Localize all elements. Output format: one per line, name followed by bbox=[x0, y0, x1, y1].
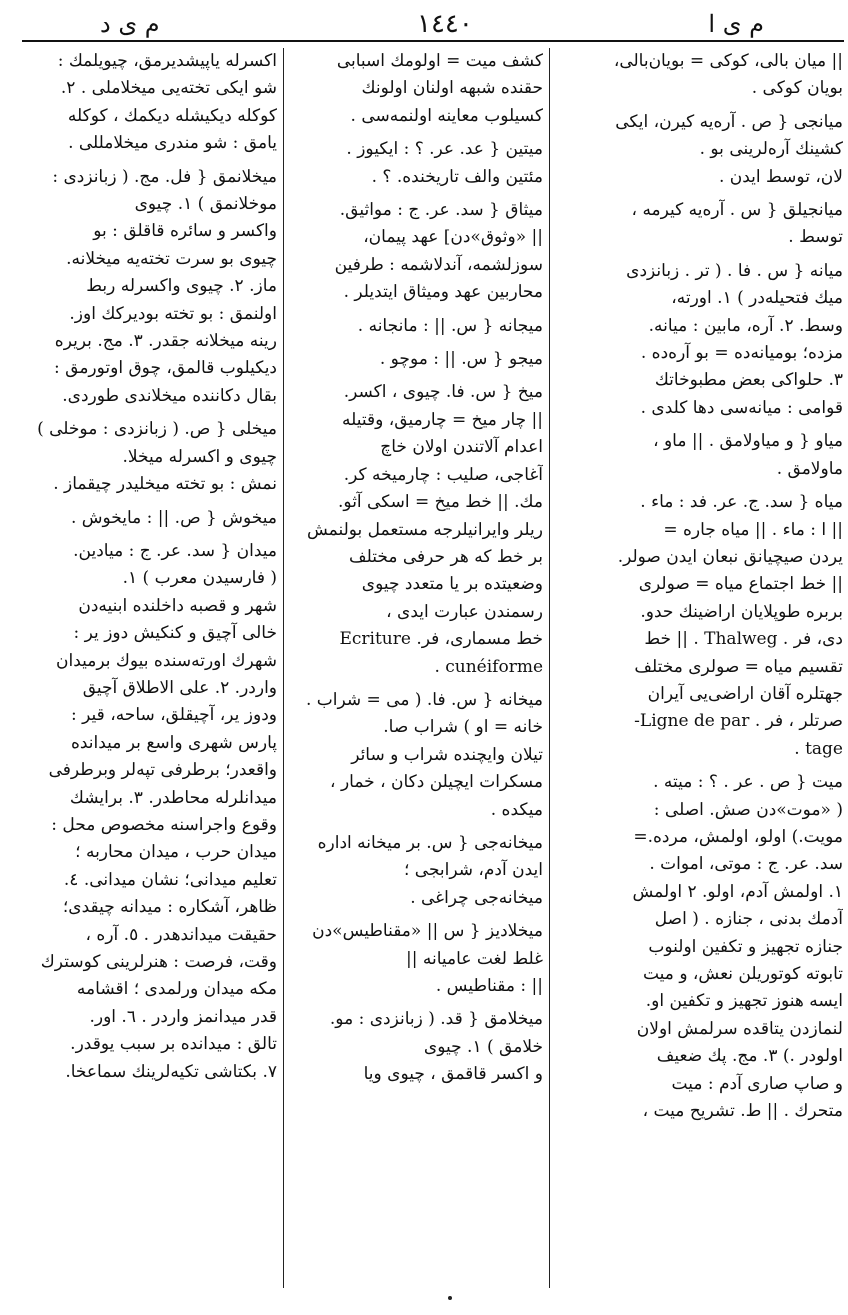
entry-line: cunéiforme . bbox=[434, 656, 543, 677]
entry-line: وقت، فرصت : هنرلرينى كوسترك bbox=[40, 952, 277, 972]
entry-line: موخلانمق ) ١. چيوى bbox=[134, 194, 277, 215]
entry-line: مك. || خط ميخ = اسكى آثو. bbox=[338, 492, 543, 513]
entry-line: ميخلاديز { س || «مقناطيس»دن bbox=[312, 921, 543, 942]
dictionary-entry bbox=[22, 416, 277, 498]
column-divider bbox=[549, 48, 550, 1288]
entry-line: كوكله ديكيشله ديكمك ، كوكله bbox=[67, 105, 277, 126]
column-right bbox=[556, 48, 843, 1288]
header-rule bbox=[22, 40, 844, 42]
entry-line: رسمندن عبارت ايدى ، bbox=[386, 601, 543, 622]
entry-line: مسكرات ايچيلن دكان ، خمار ، bbox=[330, 772, 543, 793]
column-left bbox=[22, 48, 277, 1288]
entry-line: ( «موت»دن صش. اصلى : bbox=[653, 799, 843, 820]
entry-line: ايدن آدم، شرابجى ؛ bbox=[403, 860, 543, 881]
entry-line: || ا : ماء . || مياه جاره = bbox=[663, 519, 843, 540]
entry-line: لان، توسط ايدن . bbox=[718, 166, 843, 187]
dictionary-entry bbox=[289, 1006, 543, 1088]
entry-line: ميدان { سد. عر. ج : ميادين. bbox=[73, 540, 277, 561]
entry-line: لنمازدن يتاقده سرلمش اولان bbox=[636, 1018, 843, 1039]
entry-line: ريلر وايرانيلرجه مستعمل بولنمش bbox=[306, 519, 543, 540]
header-guide-word-right: م ى ا bbox=[708, 10, 764, 38]
header-guide-word-left: م ى د bbox=[100, 10, 160, 38]
entry-line: ميخانه { س. فا. ( مى = شراب . bbox=[305, 689, 543, 710]
entry-line: ميت { ص . عر . ؟ : ميته . bbox=[653, 772, 843, 793]
dictionary-entry bbox=[556, 197, 843, 252]
entry-line: اعدام آلاتندن اولان خاچ bbox=[380, 437, 543, 458]
entry-line: خالى آچيق و كنكيش دوز ير : bbox=[73, 623, 277, 644]
dictionary-entry bbox=[289, 346, 543, 373]
entry-line: ميكده . bbox=[490, 799, 543, 820]
entry-line: خلامق ) ١. چيوى bbox=[423, 1036, 543, 1057]
entry-line: شو ايكى تخته‌يى ميخلاملى . ٢. bbox=[60, 78, 277, 99]
entry-line: ماز. ٢. چيوى واكسرله ربط bbox=[86, 276, 277, 297]
entry-line: ميانجى { ص . آره‌يه كيرن، ايكى bbox=[615, 111, 843, 132]
entry-line: تقسيم مياه = صولرى مختلف bbox=[634, 656, 843, 677]
entry-line: قوامى : ميانه‌سى دها كلدى . bbox=[640, 397, 843, 418]
entry-line: حقنده شبهه اولنان اولونك bbox=[361, 78, 543, 99]
entry-line: وسط. ٢. آره، مابين : ميانه. bbox=[648, 315, 843, 336]
entry-line: تيلان وايچنده شراب و سائر bbox=[351, 744, 543, 765]
entry-line: ٣. حلواكى بعض مطبوخاتك bbox=[654, 370, 843, 391]
entry-line: مياه { سد. ج. عر. فد : ماء . bbox=[640, 492, 843, 513]
entry-line: اكسرله ياپيشديرمق، چيويلمك : bbox=[57, 51, 277, 71]
entry-line: حقيقت ميداندهدر . ٥. آره ، bbox=[85, 924, 277, 945]
entry-line: وضعيتده بر يا متعدد چيوى bbox=[361, 574, 543, 595]
entry-line: ميدان حرب ، ميدان محاربه ؛ bbox=[75, 842, 277, 863]
entry-line: آدمك بدنى ، جنازه . ( اصل bbox=[654, 909, 843, 930]
entry-line: ماولامق . bbox=[776, 458, 843, 479]
entry-line: ميدانلرله محاطدر. ٣. برايشك bbox=[69, 787, 277, 808]
entry-line: ايسه هنوز تجهيز و تكفين او. bbox=[645, 991, 843, 1012]
entry-line: ميجو { س. || : موچو . bbox=[379, 349, 543, 370]
page-header bbox=[22, 4, 842, 42]
entry-line: ميخلى { ص. ( زبانزدى : موخلى ) bbox=[37, 419, 277, 440]
entry-line: ميانه { س . فا . ( تر . زبانزدى bbox=[626, 260, 843, 281]
entry-line: وقوع واجراسنه مخصوص محل : bbox=[51, 814, 277, 835]
footer-mark bbox=[448, 1296, 452, 1300]
entry-line: مكه ميدان ورلمدى ؛ اقشامه bbox=[76, 979, 277, 1000]
entry-line: تالق : ميدانده بر سبب يوقدر. bbox=[70, 1034, 277, 1055]
entry-line: رينه ميخلانه جقدر. ٣. مج. بريره bbox=[54, 331, 277, 352]
entry-line: نمش : بو تخته ميخليدر چيقماز . bbox=[53, 474, 277, 495]
entry-line: ميجانه { س. || : مانجانه . bbox=[357, 315, 543, 336]
entry-line: مئتين والف تاريخنده. ؟ . bbox=[371, 166, 543, 187]
entry-line: مياو { و مياولامق . || ماو ، bbox=[653, 431, 843, 452]
entry-line: تعليم ميدانى؛ نشان ميدانى. ٤. bbox=[63, 869, 277, 890]
entry-line: تابوته كوتوريلن نعش، و ميت bbox=[642, 964, 843, 984]
entry-line: كشينك آره‌لرينى بو . bbox=[699, 139, 843, 160]
entry-line: خط مسمارى، فر. Ecriture bbox=[339, 629, 543, 650]
column-divider bbox=[283, 48, 284, 1288]
entry-line: بويان كوكى . bbox=[751, 78, 843, 99]
dictionary-entry bbox=[289, 136, 543, 191]
entry-line: واردر. ٢. على الاطلاق آچيق bbox=[82, 677, 277, 698]
entry-line: ميخانه‌جى چراغى . bbox=[410, 887, 543, 908]
dictionary-entry bbox=[556, 489, 843, 763]
entry-line: ميانجيلق { س . آره‌يه كيرمه ، bbox=[631, 200, 843, 221]
entry-line: متحرك . || ط. تشريح ميت ، bbox=[642, 1101, 843, 1122]
page-number: ١٤٤٠ bbox=[417, 9, 473, 39]
dictionary-entry bbox=[556, 48, 843, 103]
dictionary-entry bbox=[22, 538, 277, 1086]
dictionary-entry bbox=[289, 918, 543, 1000]
entry-line: ميخوش { ص. || : مايخوش . bbox=[70, 507, 277, 528]
dictionary-entry bbox=[289, 197, 543, 307]
entry-line: دى، فر . Thalweg . || خط bbox=[644, 629, 843, 650]
entry-line: يامق : شو مندرى ميخلامللى . bbox=[68, 133, 277, 154]
entry-line: سد. عر. ج : موتى، اموات . bbox=[649, 854, 843, 875]
entry-line: پارس شهرى واسع بر ميدانده bbox=[70, 732, 277, 753]
dictionary-entry bbox=[289, 379, 543, 680]
entry-line: خانه = او ) شراب صا. bbox=[383, 717, 543, 738]
entry-line: || خط اجتماع مياه = صولرى bbox=[638, 574, 843, 595]
entry-line: شهرك اورته‌سنده بيوك برميدان bbox=[55, 650, 277, 671]
entry-line: ٧. بكتاشى تكيه‌لرينك سماعخا. bbox=[65, 1061, 277, 1082]
entry-line: غلط لغت عاميانه || bbox=[406, 948, 543, 969]
entry-line: ميخانه‌جى { س. بر ميخانه اداره bbox=[317, 832, 543, 853]
dictionary-entry bbox=[289, 48, 543, 130]
entry-line: چيوى و اكسرله ميخلا. bbox=[122, 446, 277, 467]
entry-line: || : مقناطيس . bbox=[435, 976, 543, 996]
dictionary-entry bbox=[556, 428, 843, 483]
entry-line: صرتلر ، فر . Ligne de par- bbox=[634, 711, 843, 732]
entry-line: ظاهر، آشكاره : ميدانه چيقدى؛ bbox=[62, 897, 277, 918]
entry-line: ميخلامق { قد. ( زبانزدى : مو. bbox=[329, 1009, 543, 1030]
entry-line: بربره طوپلايان اراضينك حدو. bbox=[640, 601, 843, 622]
dictionary-entry bbox=[22, 505, 277, 532]
entry-line: ميتين { عد. عر. ؟ : ايكيوز . bbox=[346, 139, 543, 160]
dictionary-entry bbox=[22, 164, 277, 411]
entry-line: قدر ميدانمز واردر . ٦. اور. bbox=[89, 1006, 277, 1027]
entry-line: و صاپ صارى آدم : ميت bbox=[671, 1073, 843, 1094]
entry-line: و اكسر قاقمق ، چيوى ويا bbox=[363, 1064, 543, 1085]
entry-line: مزده؛ بوميانه‌ده = بو آره‌ده . bbox=[640, 343, 843, 364]
entry-line: بقال دكاننده ميخلاندى طوردى. bbox=[62, 385, 277, 406]
dictionary-entry bbox=[22, 48, 277, 158]
dictionary-entry bbox=[289, 313, 543, 340]
entry-line: اولودر .) ٣. مج. پك ضعيف bbox=[656, 1046, 843, 1067]
entry-line: اولنمق : بو تخته بوديركك اوز. bbox=[69, 303, 277, 324]
entry-line: محاربين عهد وميثاق ايتديلر . bbox=[343, 282, 543, 303]
entry-line: ديكيلوب قالمق، چوق اوتورمق : bbox=[54, 358, 277, 379]
entry-line: || چار ميخ = چارميق، وقتيله bbox=[342, 409, 543, 430]
entry-line: توسط . bbox=[788, 227, 843, 248]
dictionary-entry bbox=[289, 687, 543, 824]
entry-line: ( فارسيدن معرب ) ١. bbox=[122, 568, 277, 589]
entry-line: يردن صيچيانق نبعان ايدن صولر. bbox=[617, 546, 843, 567]
entry-line: كشف ميت = اولومك اسبابى bbox=[336, 51, 543, 71]
entry-line: جهتلره آقان اراضى‌يى آيران bbox=[647, 683, 843, 704]
entry-line: ميخ { س. فا. چيوى ، اكسر. bbox=[343, 382, 543, 403]
entry-line: بر خط كه هر حرفى مختلف bbox=[349, 546, 543, 567]
entry-line: آغاجى، صليب : چارميخه كر. bbox=[343, 464, 543, 485]
entry-line: شهر و قصبه داخلنده ابنيه‌دن bbox=[78, 595, 277, 616]
dictionary-entry bbox=[289, 830, 543, 912]
entry-line: ودوز ير، آچيقلق، ساحه، قير : bbox=[71, 705, 277, 726]
entry-line: چيوى بو سرت تخته‌يه ميخلانه. bbox=[66, 248, 277, 269]
entry-line: جنازه تجهيز و تكفين اولنوب bbox=[648, 936, 843, 957]
entry-line: سوزلشمه، آندلاشمه : طرفين bbox=[334, 254, 543, 275]
entry-line: ١. اولمش آدم، اولو. ٢ اولمش bbox=[632, 881, 843, 902]
entry-line: || ميان بالى، كوكى = بويان‌بالى، bbox=[613, 51, 843, 71]
entry-line: واكسر و سائره قاقلق : بو bbox=[93, 221, 277, 242]
entry-line: ميخلانمق { فل. مج. ( زبانزدى : bbox=[52, 166, 277, 187]
entry-line: ميثاق { سد. عر. ج : مواثيق. bbox=[339, 200, 543, 221]
entry-line: ميك فتحيله‌در ) ١. اورته، bbox=[671, 288, 843, 309]
dictionary-entry bbox=[556, 258, 843, 422]
entry-line: مويت.) اولو، اولمش، مرده.= bbox=[633, 826, 843, 847]
dictionary-entry bbox=[556, 769, 843, 1125]
dictionary-entry bbox=[556, 109, 843, 191]
entry-line: كسيلوب معاينه اولنمه‌سى . bbox=[350, 105, 543, 126]
entry-line: tage . bbox=[794, 738, 843, 759]
entry-line: واقعدر؛ برطرفى تپه‌لر وبرطرفى bbox=[48, 760, 277, 781]
entry-line: || «وثوق»دن] عهد پيمان، bbox=[363, 227, 543, 248]
column-middle bbox=[289, 48, 543, 1288]
